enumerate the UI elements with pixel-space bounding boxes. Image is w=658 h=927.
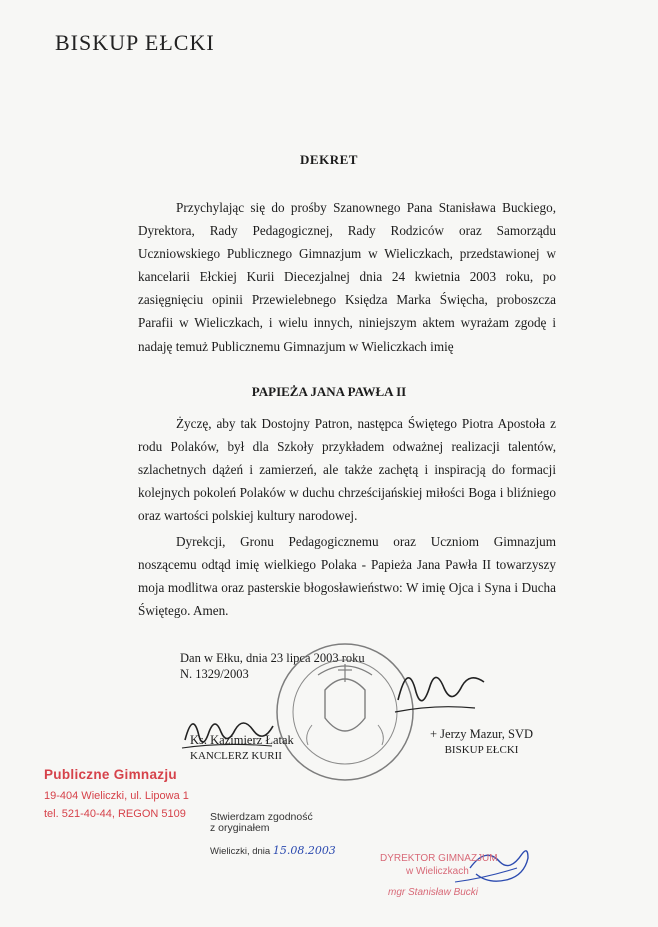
certification-line1: Stwierdzam zgodność	[210, 811, 313, 823]
bishop-signature	[395, 677, 484, 712]
director-stamp-place: w Wieliczkach	[406, 866, 469, 877]
bishop-seal	[277, 644, 413, 780]
paragraph-blessing-text: Dyrekcji, Gronu Pedagogicznemu oraz Uczniom Gimnazjum noszącemu odtąd imię wielkiego Polaka - Papieża Jana Pawła II towarzyszy moja modlitwa oraz pasterskie błogosławieństwo: W imię Ojca i Syna i Ducha Świętego. Amen.	[138, 534, 556, 619]
paragraph-wishes-text: Życzę, aby tak Dostojny Patron, następca Świętego Piotra Apostoła z rodu Polaków, był dla Szkoły przykładem odważnej realizacji talentów, szlachetnych dążeń i zamierzeń, ale także zachętą i inspiracją do formacji kolejnych pokoleń Polaków w duchu chrześcijańskiej miłości Boga i bliźniego oraz wartości polskiej kultury narodowej.	[138, 416, 556, 524]
certification-line2: z oryginałem	[210, 822, 270, 834]
school-stamp	[44, 767, 189, 820]
certification-date-label: Wieliczki, dnia	[210, 846, 271, 857]
chancellor-signature-block	[190, 732, 294, 764]
school-stamp-phone: tel. 521-40-44, REGON 5109	[44, 808, 186, 820]
place-date: Dan w Ełku, dnia 23 lipca 2003 roku	[180, 651, 365, 665]
document-number: N. 1329/2003	[180, 667, 249, 681]
page-header: BISKUP EŁCKI	[55, 30, 215, 55]
patron-name: PAPIEŻA JANA PAWŁA II	[251, 384, 407, 399]
bishop-title: BISKUP EŁCKI	[444, 744, 519, 756]
certification-stamp	[210, 812, 313, 834]
certification-date-value: 15.08.2003	[272, 844, 336, 857]
bishop-signature-block	[430, 726, 533, 758]
chancellor-name: Ks. Kazimierz Łatak	[190, 733, 294, 747]
paragraph-request-text: Przychylając się do prośby Szanownego Pana Stanisława Buckiego, Dyrektora, Rady Pedagogicznej, Rady Rodziców oraz Samorządu Uczniowskiego Publicznego Gimnazjum w Wieliczkach, przedstawionej w kancelarii Ełckiej Kurii Diecezjalnej dnia 24 kwietnia 2003 roku, po zasięgnięciu opinii Przewielebnego Księdza Marka Święcha, proboszcza Parafii w Wieliczkach, i wielu innych, niniejszym aktem wyrażam zgodę i nadaję temuż Publicznemu Gimnazjum w Wieliczkach imię	[138, 200, 556, 354]
certification-date	[210, 844, 336, 857]
chancellor-title: KANCLERZ KURII	[190, 750, 282, 762]
director-stamp	[380, 852, 498, 899]
director-stamp-name: mgr Stanisław Bucki	[388, 887, 479, 898]
school-stamp-name: Publiczne Gimnazju	[44, 767, 177, 782]
director-stamp-title: DYREKTOR GIMNAZJUM	[380, 853, 498, 864]
bishop-name: + Jerzy Mazur, SVD	[430, 727, 534, 741]
school-stamp-address: 19-404 Wieliczki, ul. Lipowa 1	[44, 790, 189, 802]
document-title: DEKRET	[300, 152, 358, 167]
